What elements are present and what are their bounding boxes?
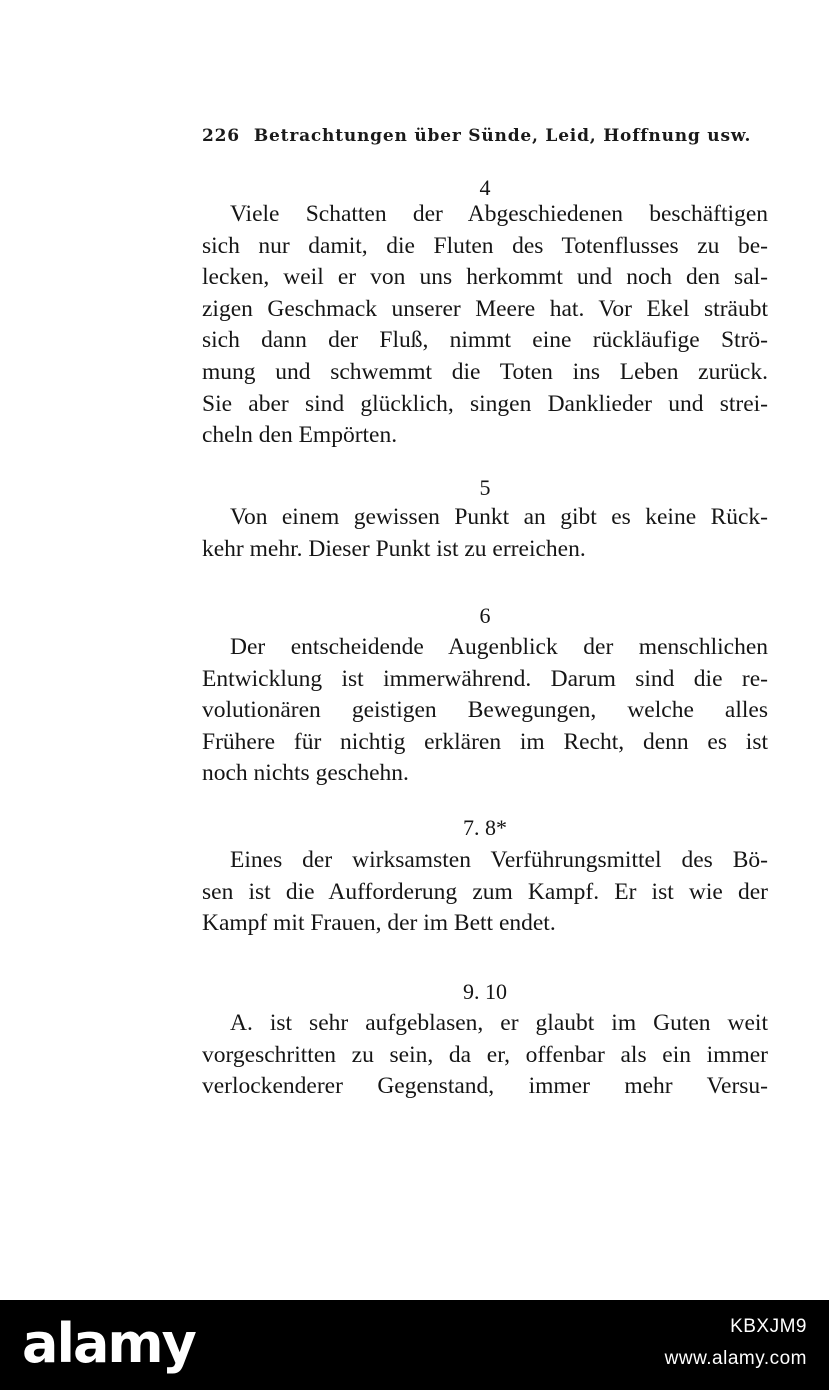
running-title: Betrachtungen über Sünde, Leid, Hoffnung usw. [253, 126, 752, 146]
text-line: Viele Schatten der Abgeschiedenen beschäftigen [230, 201, 768, 227]
text-line: A. ist sehr aufgeblasen, er glaubt im Guten weit [230, 1010, 768, 1036]
text-line: kehr mehr. Dieser Punkt ist zu erreichen. [202, 535, 586, 562]
section-number-7-8: 7. 8* [463, 815, 507, 840]
section-7-8-paragraph [202, 845, 768, 940]
text-line: mung und schwemmt die Toten ins Leben zurück. [202, 358, 768, 385]
watermark-banner [0, 1300, 829, 1390]
section-number-9-10: 9. 10 [463, 979, 507, 1004]
text-line: sich dann der Fluß, nimmt eine rückläufige Strö- [202, 327, 768, 354]
site-url: www.alamy.com [664, 1348, 807, 1369]
text-line: zigen Geschmack unserer Meere hat. Vor Ekel sträubt [202, 295, 768, 322]
text-line: lecken, weil er von uns herkommt und noch den sal- [202, 264, 768, 291]
alamy-logo: alamy [22, 1312, 195, 1375]
page-number: 226 [202, 126, 240, 146]
text-line: sich nur damit, die Fluten des Totenflusses zu be- [202, 232, 768, 259]
text-line: Von einem gewissen Punkt an gibt es keine Rück- [230, 504, 768, 530]
text-line: Der entscheidende Augenblick der menschlichen [230, 634, 768, 660]
text-line: verlockenderer Gegenstand, immer mehr Versu- [202, 1073, 768, 1100]
text-line: sen ist die Aufforderung zum Kampf. Er ist wie der [202, 878, 768, 905]
section-number-6: 6 [479, 603, 491, 628]
text-line: cheln den Empörten. [202, 422, 398, 449]
section-5-paragraph [202, 502, 768, 565]
text-line: Entwicklung ist immerwährend. Darum sind die re- [202, 665, 768, 692]
section-number-4: 4 [479, 175, 491, 200]
text-line: volutionären geistigen Bewegungen, welche alles [202, 697, 768, 724]
text-line: Sie aber sind glücklich, singen Danklieder und strei- [202, 390, 768, 417]
image-id: KBXJM9 [730, 1316, 807, 1337]
text-line: noch nichts geschehn. [202, 760, 409, 787]
running-head [202, 126, 768, 146]
text-line: Eines der wirksamsten Verführungsmittel des Bö- [230, 847, 768, 873]
section-9-10-paragraph [202, 1008, 768, 1103]
section-number-5: 5 [479, 475, 491, 500]
section-4-paragraph [202, 199, 768, 452]
section-6-paragraph [202, 632, 768, 790]
text-line: Kampf mit Frauen, der im Bett endet. [202, 910, 556, 937]
text-line: Frühere für nichtig erklären im Recht, denn es ist [202, 728, 768, 755]
text-line: vorgeschritten zu sein, da er, offenbar als ein immer [202, 1041, 768, 1068]
